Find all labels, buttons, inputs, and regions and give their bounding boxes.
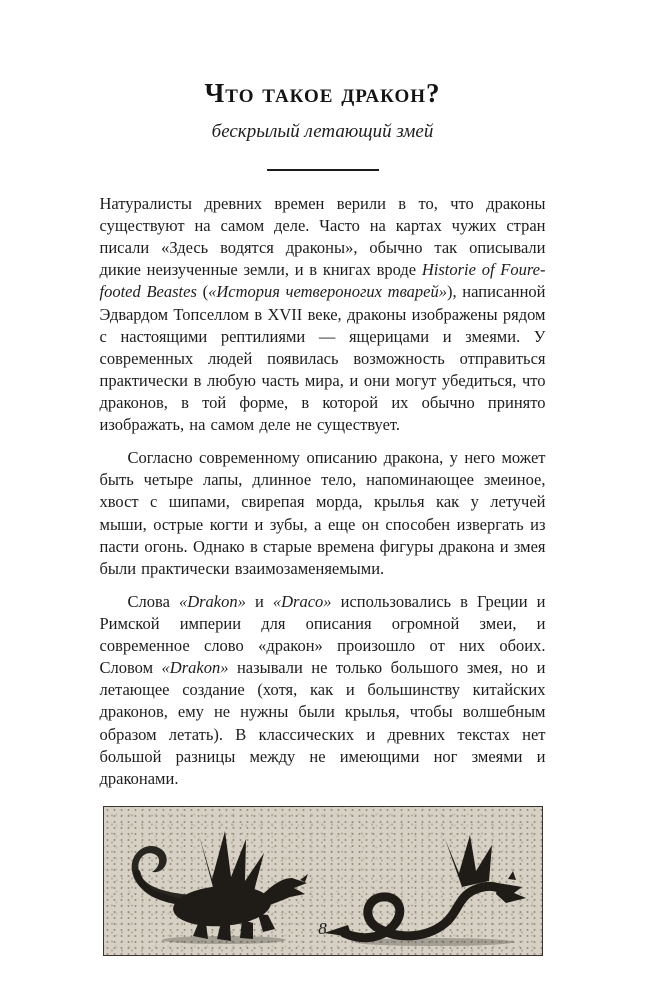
text-run: называли не только большого змея, но и летающее создание (хотя, как и большинству китайских драконов, ему не нужны были крылья, чтобы волшебным образом летать). В классических и древних текстах нет большой разницы между не имеющими ног змеями и драконами. — [99, 658, 546, 788]
chapter-title: Что такое дракон? — [204, 78, 441, 108]
title-divider — [267, 169, 379, 171]
paragraph-2 — [100, 447, 546, 580]
text-run: Согласно современному описанию дракона, у него может быть четыре лапы, длинное тело, напоминающее змеиное, хвост с шипами, свирепая морда, крылья как у летучей мыши, острые когти и зубы, а еще он способен извергать из пасти огонь. Однако в старые времена фигуры дракона и змея были практически взаимозаменяемыми. — [99, 448, 546, 578]
text-run-italic: Historie of Foure-footed Beastes — [99, 260, 546, 302]
body-text — [100, 193, 546, 790]
text-run: и — [245, 591, 273, 611]
page-number: 8 — [318, 919, 327, 938]
text-run: Натуралисты древних времен верили в то, что драконы существуют на самом деле. Часто на картах чужих стран писали «Здесь водятся драконы», обычно так описывали дикие неизученные земли, и в книгах вроде — [99, 194, 546, 280]
text-run-italic: «Drakon» — [178, 591, 246, 611]
text-run-italic: «История четвероногих тварей» — [208, 282, 447, 302]
paragraph-1 — [100, 193, 546, 436]
chapter-subtitle: бескрылый летающий змей — [211, 121, 434, 142]
text-run: ), написанной Эдвардом Топселлом в XVII веке, драконы изображены рядом с настоящими рептилиями — ящерицами и змеями. У современных людей появилась возможность отправиться практически в любую часть мира, и они могут убедиться, что драконов, в той форме, в которой их обычно принято изображать, на самом деле не существует. — [99, 282, 546, 435]
text-run: Слова — [127, 591, 179, 611]
text-run: использовались в Греции и Римской империи для описания огромной змеи, и современное слово «дракон» произошло от них обоих. Словом — [99, 591, 546, 678]
text-run: ( — [196, 282, 209, 302]
page-content — [100, 0, 546, 956]
paragraph-3 — [100, 591, 546, 790]
text-run-italic: «Drakon» — [161, 658, 229, 678]
text-run-italic: «Draco» — [272, 591, 332, 611]
